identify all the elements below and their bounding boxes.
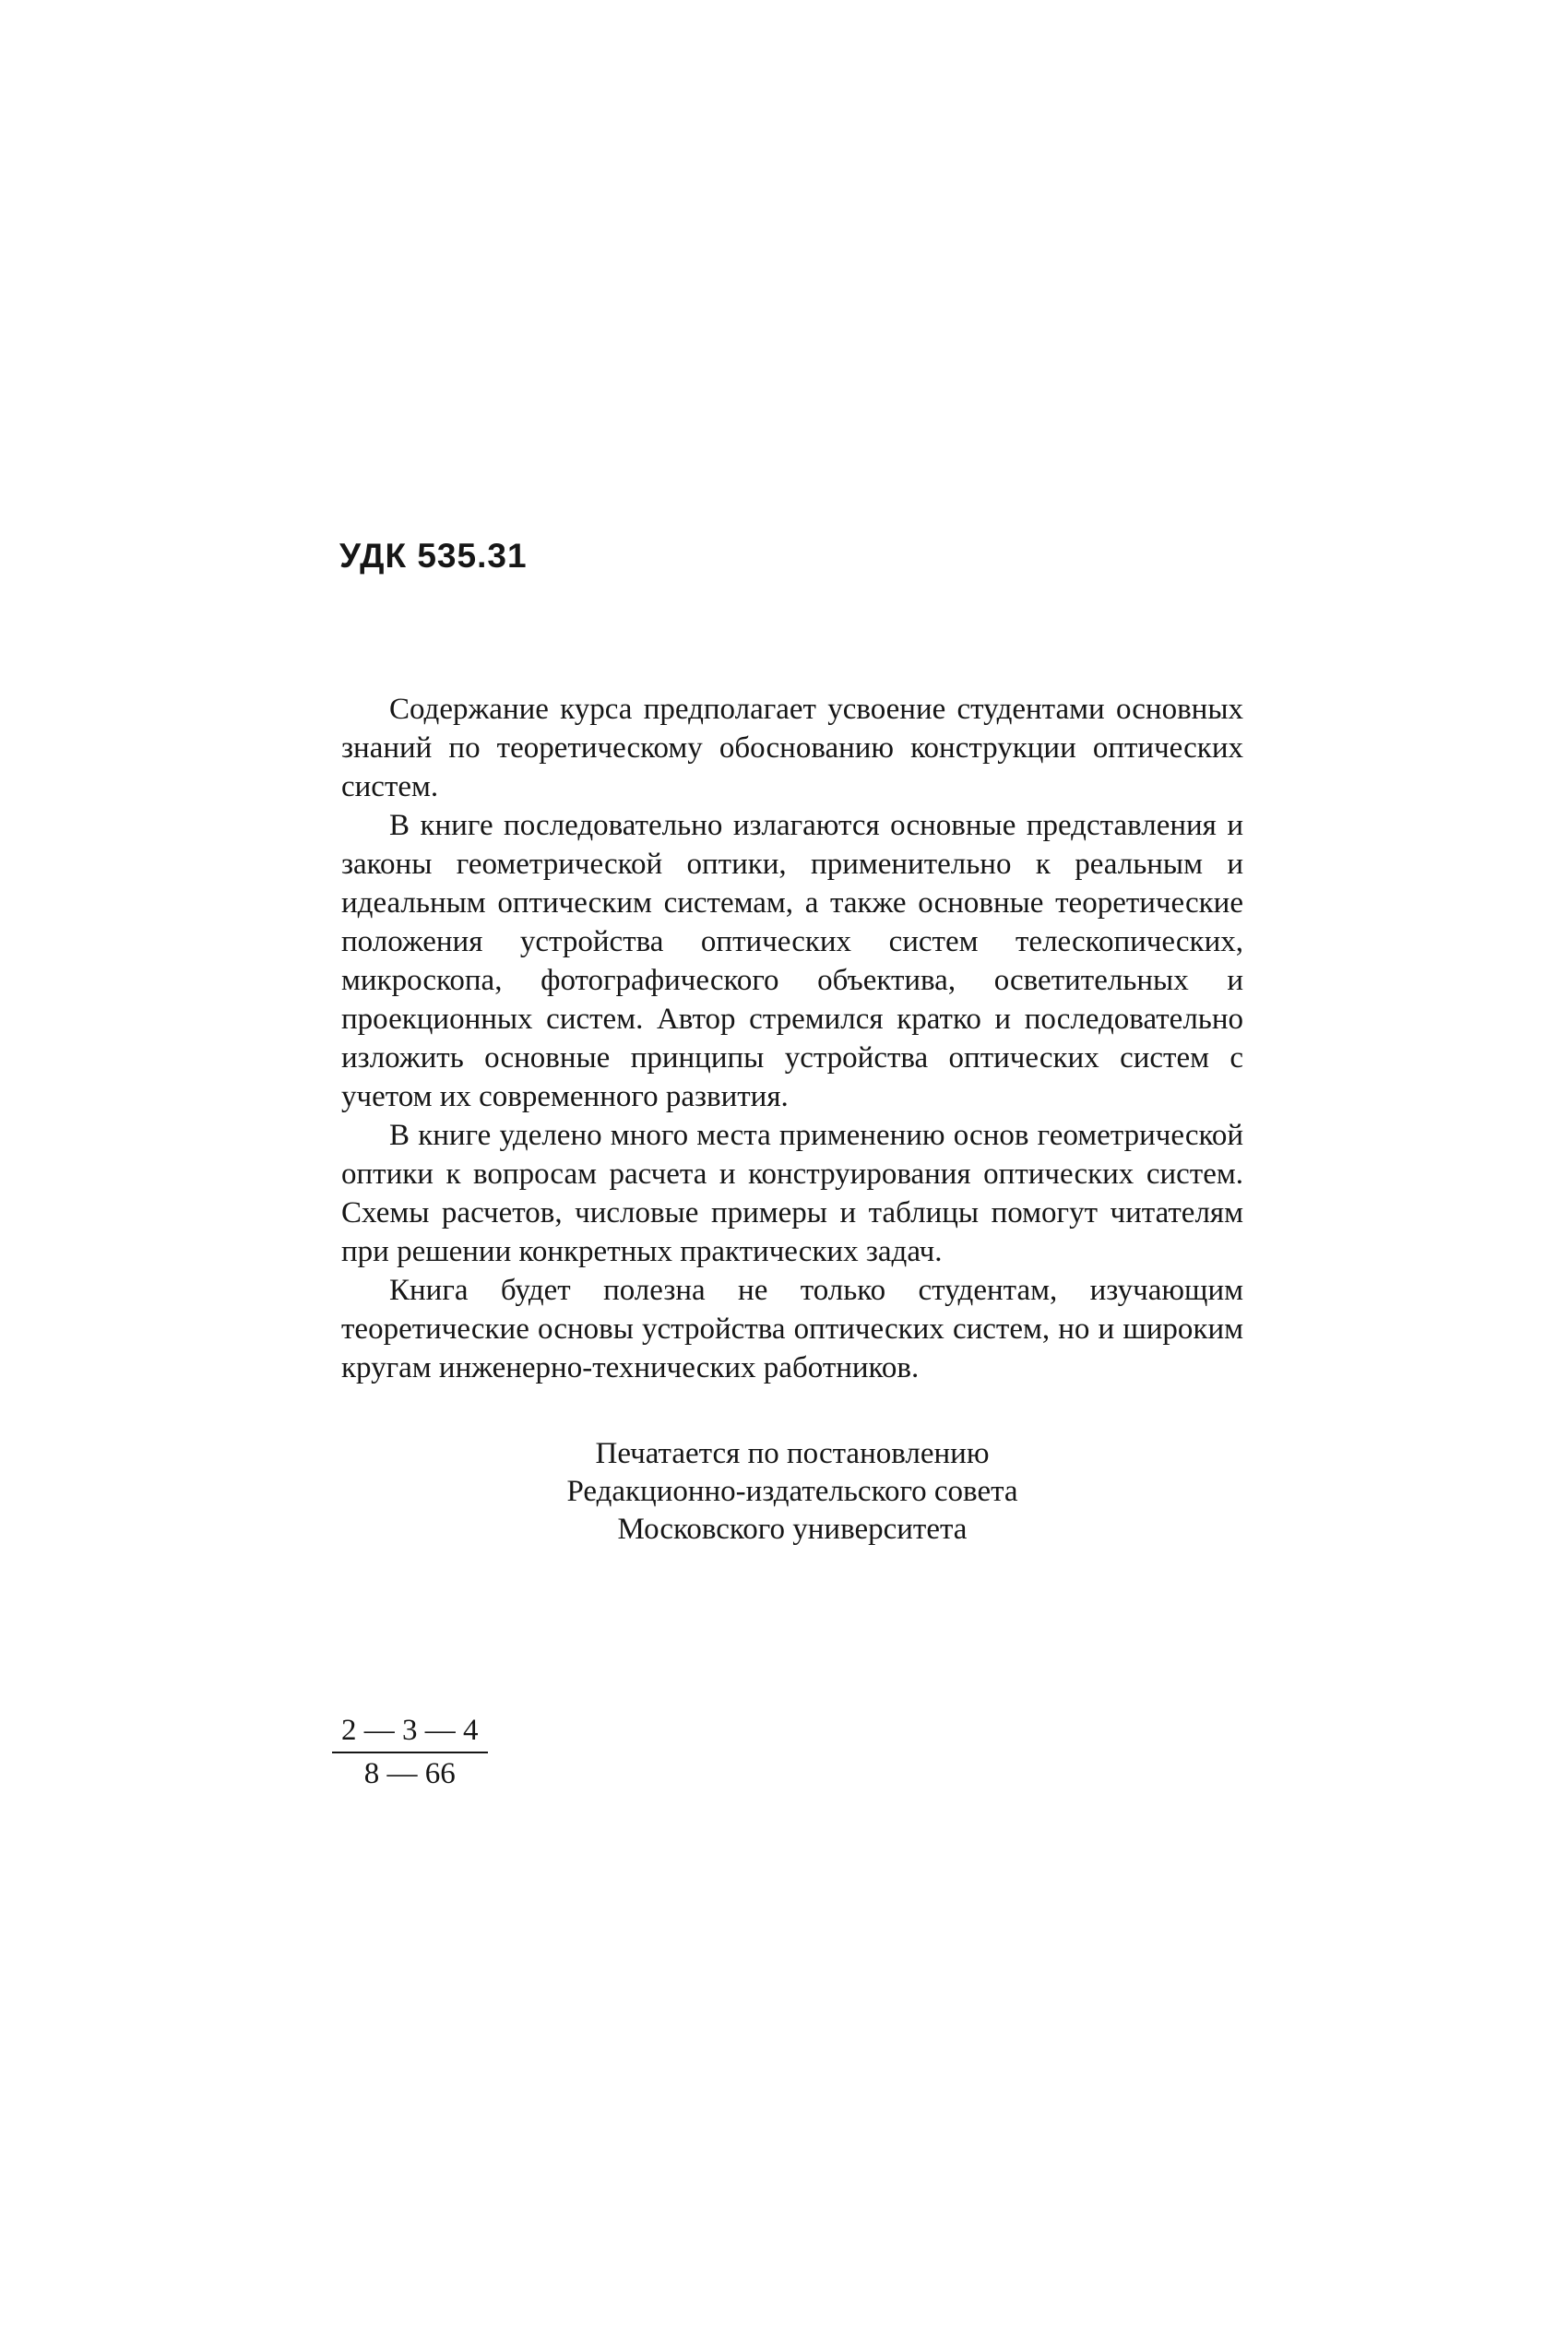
annotation-paragraph: Содержание курса предполагает усвоение студентами основных знаний по теоретическому обоснованию конструкции оптических систем. — [341, 693, 1243, 803]
imprint-line: Московского университета — [617, 1513, 968, 1546]
annotation — [341, 690, 1243, 1387]
catalog-code-fraction — [332, 1716, 488, 1789]
imprint-line: Печатается по постановлению — [595, 1437, 990, 1470]
catalog-code-denominator: 8 — 66 — [363, 1757, 456, 1790]
imprint-line: Редакционно-издательского совета — [566, 1475, 1018, 1508]
annotation-paragraph: Книга будет полезна не только студентам, изучающим теоретические основы устройства оптических систем, но и широким кругам инженерно-технических работников. — [341, 1274, 1243, 1384]
annotation-paragraph: В книге уделено много места применению основ геометрической оптики к вопросам расчета и конструирования оптических систем. Схемы расчетов, числовые примеры и таблицы помогут читателям при решении конкретных практических задач. — [341, 1119, 1243, 1268]
catalog-code-numerator: 2 — 3 — 4 — [332, 1716, 488, 1753]
udk-code: УДК 535.31 — [339, 537, 528, 575]
annotation-paragraph: В книге последовательно излагаются основные представления и законы геометрической оптики, применительно к реальным и идеальным оптическим системам, а также основные теоретические положения устройства оптических систем телескопических, микроскопа, фотографического объектива, осветительных и проекционных систем. Автор стремился кратко и последовательно изложить основные принципы устройства оптических систем с учетом их современного развития. — [341, 809, 1243, 1113]
imprint-note — [341, 1435, 1243, 1549]
